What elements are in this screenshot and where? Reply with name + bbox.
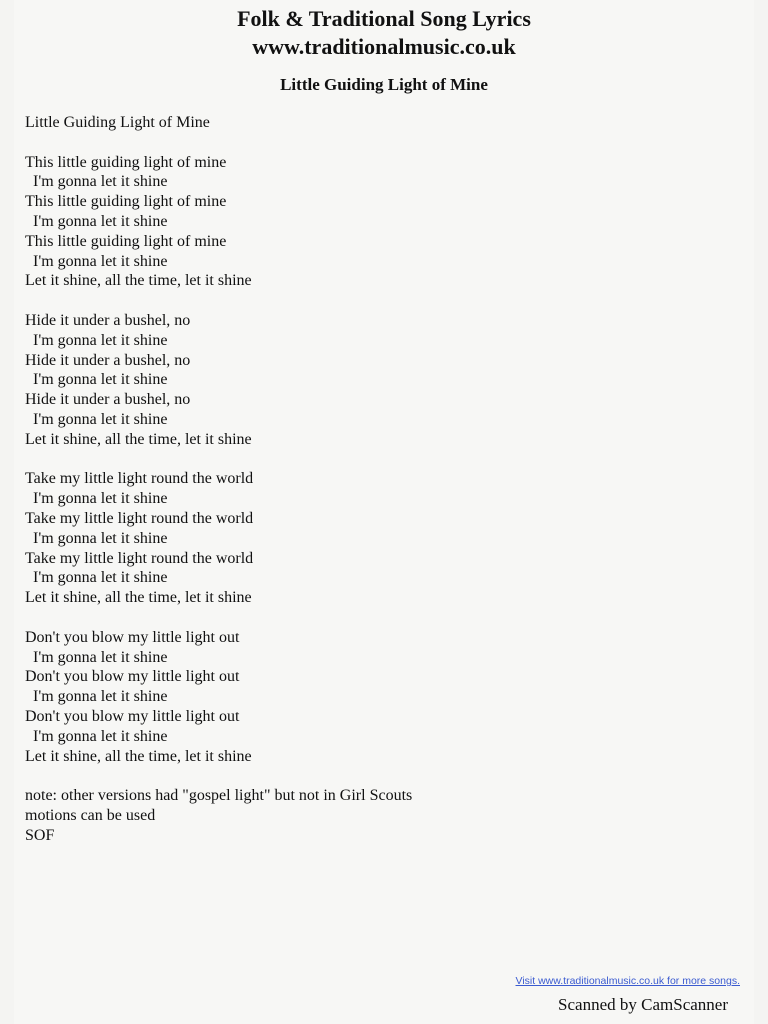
lyric-line: This little guiding light of mine xyxy=(25,193,227,211)
stanza-break xyxy=(25,291,725,311)
lyrics-body xyxy=(25,113,725,845)
lyric-line: Hide it under a bushel, no xyxy=(25,391,191,409)
lyric-line: I'm gonna let it shine xyxy=(25,648,168,666)
scanner-watermark: Scanned by CamScanner xyxy=(558,995,728,1014)
lyric-line: This little guiding light of mine xyxy=(25,153,227,171)
song-title: Little Guiding Light of Mine xyxy=(280,75,488,94)
lyric-line: note: other versions had "gospel light" but not in Girl Scouts xyxy=(25,787,413,805)
lyric-line: Hide it under a bushel, no xyxy=(25,311,191,329)
lyric-line: I'm gonna let it shine xyxy=(25,371,168,389)
footer-link[interactable]: Visit www.traditionalmusic.co.uk for more songs. xyxy=(515,975,740,987)
lyric-line: Let it shine, all the time, let it shine xyxy=(25,589,252,607)
lyric-line: Hide it under a bushel, no xyxy=(25,351,191,369)
lyric-line: Let it shine, all the time, let it shine xyxy=(25,747,252,765)
lyric-line: Take my little light round the world xyxy=(25,549,254,567)
stanza-break xyxy=(25,608,725,628)
lyric-line: Don't you blow my little light out xyxy=(25,628,240,646)
lyric-line: I'm gonna let it shine xyxy=(25,688,168,706)
lyric-line: I'm gonna let it shine xyxy=(25,727,168,745)
lyric-line: I'm gonna let it shine xyxy=(25,173,168,191)
lyric-line: Take my little light round the world xyxy=(25,509,254,527)
lyric-line: motions can be used xyxy=(25,806,156,824)
lyric-line: Little Guiding Light of Mine xyxy=(25,114,210,131)
lyric-line: I'm gonna let it shine xyxy=(25,252,168,270)
site-title: Folk & Traditional Song Lyrics xyxy=(237,6,531,31)
stanza-break xyxy=(25,450,725,470)
lyric-line: Let it shine, all the time, let it shine xyxy=(25,430,252,448)
lyric-line: I'm gonna let it shine xyxy=(25,490,168,508)
lyric-line: Let it shine, all the time, let it shine xyxy=(25,272,252,290)
lyric-line: Don't you blow my little light out xyxy=(25,668,240,686)
lyric-line: Take my little light round the world xyxy=(25,470,254,488)
lyric-line: Don't you blow my little light out xyxy=(25,707,240,725)
stanza-break xyxy=(25,133,725,153)
lyric-line: I'm gonna let it shine xyxy=(25,569,168,587)
lyric-line: This little guiding light of mine xyxy=(25,232,227,250)
stanza-break xyxy=(25,766,725,786)
lyric-line: I'm gonna let it shine xyxy=(25,529,168,547)
lyric-line: I'm gonna let it shine xyxy=(25,212,168,230)
site-url: www.traditionalmusic.co.uk xyxy=(252,34,516,59)
lyric-line: SOF xyxy=(25,826,55,844)
lyric-line: I'm gonna let it shine xyxy=(25,410,168,428)
lyric-line: I'm gonna let it shine xyxy=(25,331,168,349)
